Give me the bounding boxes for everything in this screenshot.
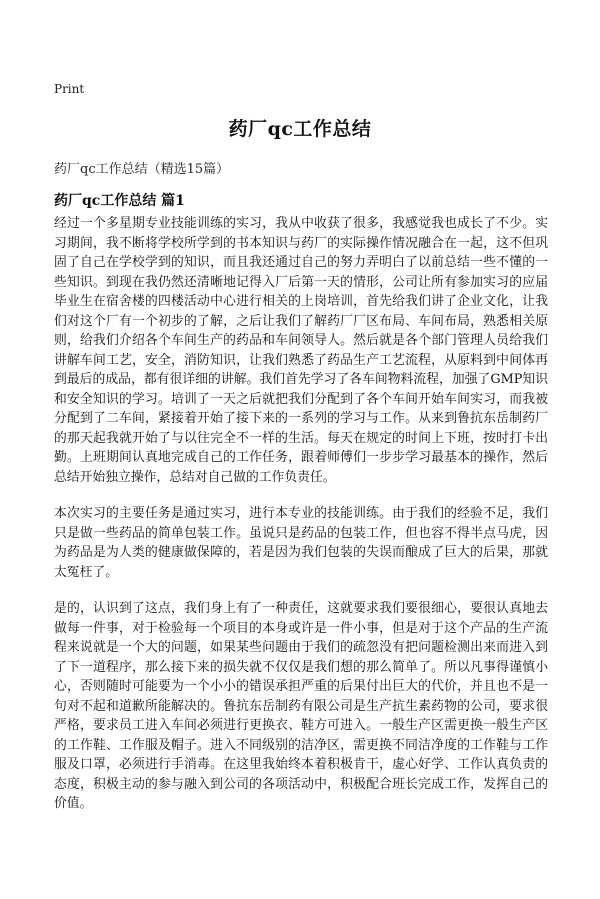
page-title: 药厂qc工作总结 bbox=[228, 118, 372, 140]
body-paragraph-2: 本次实习的主要任务是通过实习，进行本专业的技能训练。由于我们的经验不足，我们只是做一些药品的简单包装工作。虽说只是药品的包装工作，但也容不得半点马虎，因为药品是为人类的健康做保障的，若是因为我们包装的失误而酿成了巨大的后果，那就太冤枉了。 bbox=[54, 506, 548, 580]
document-body bbox=[54, 214, 548, 831]
body-paragraph-1: 经过一个多星期专业技能训练的实习，我从中收获了很多，我感觉我也成长了不少。实习期间，我不断将学校所学到的书本知识与药厂的实际操作情况融合在一起，这不但巩固了自己在学校学到的知识，而且我还通过自己的努力弄明白了以前总结一些不懂的一些知识。到现在我仍然还清晰地记得入厂后第一天的情形，公司让所有参加实习的应届毕业生在宿舍楼的四楼活动中心进行相关的上岗培训，首先给我们讲了企业文化，让我们对这个厂有一个初步的了解，之后让我们了解药厂厂区布局、车间布局，熟悉相关原则，给我们介绍各个车间生产的药品和车间领导人。然后就是各个部门管理人员给我们讲解车间工艺，安全，消防知识，让我们熟悉了药品生产工艺流程，从原料到中间体再到最后的成品，都有很详细的讲解。我们首先学习了各车间物料流程，加强了GMP知识和安全知识的学习。培训了一天之后就把我们分配到了各个车间开始车间实习，而我被分配到了二车间，紧接着开始了接下来的一系列的学习与工作。从来到鲁抗东岳制药厂的那天起我就开始了与以往完全不一样的生活。每天在规定的时间上下班，按时打卡出勤。上班期间认真地完成自己的工作任务，跟着师傅们一步步学习最基本的操作，然后总结开始独立操作，总结对自己做的工作负责任。 bbox=[54, 216, 548, 485]
document-subtitle: 药厂qc工作总结（精选15篇） bbox=[54, 162, 230, 177]
section-heading: 药厂qc工作总结 篇1 bbox=[54, 193, 185, 209]
body-paragraph-3: 是的，认识到了这点，我们身上有了一种责任，这就要求我们要很细心，要很认真地去做每一件事，对于检验每一个项目的本身或许是一件小事，但是对于这个产品的生产流程来说就是一个大的问题，如果某些问题由于我们的疏忽没有把问题检测出来而进入到了下一道程序，那么接下来的损失就不仅仅是我们想的那么简单了。所以凡事得谨慎小心，否则随时可能要为一个小小的错误承担严重的后果付出巨大的代价，并且也不是一句对不起和道歉所能解决的。鲁抗东岳制药有限公司是生产抗生素药物的公司，要求很严格，要求员工进入车间必须进行更换衣、鞋方可进入。一般生产区需更换一般生产区的工作鞋、工作服及帽子。进入不同级别的洁净区，需更换不同洁净度的工作鞋与工作服及口罩，必须进行手消毒。在这里我始终本着积极肯干，虚心好学、工作认真负责的态度，积极主动的参与融入到公司的各项活动中，积极配合班长完成工作，发挥自己的价值。 bbox=[54, 601, 548, 811]
print-link[interactable]: Print bbox=[54, 82, 85, 96]
